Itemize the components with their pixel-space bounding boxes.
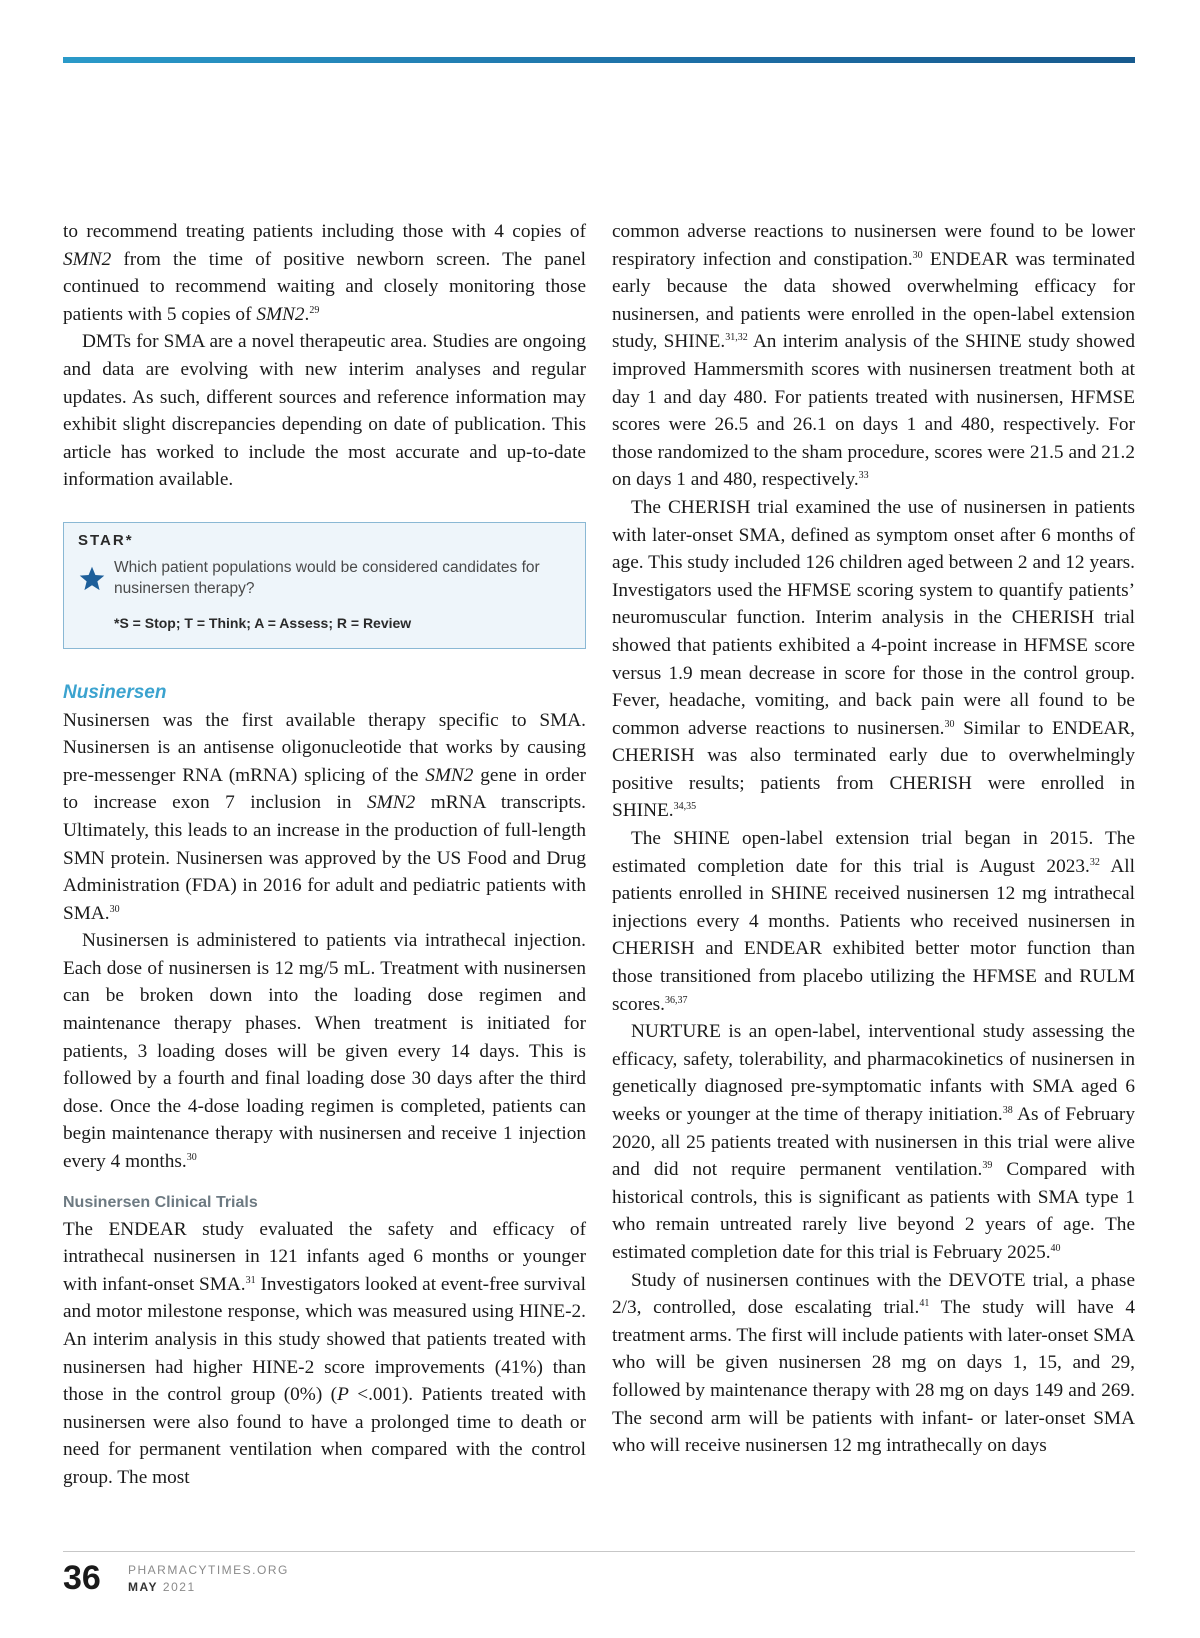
star-question: Which patient populations would be considered candidates for nusinersen therapy? [114, 558, 540, 597]
page-number: 36 [63, 1559, 101, 1597]
paragraph: Nusinersen is administered to patients via intrathecal injection. Each dose of nusinersen is 12 mg/5 mL. Treatment with nusinersen can be broken down into the loading dose regimen and maintenance therapy phases. When treatment is initiated for patients, 3 loading doses will be given every 14 days. This is followed by a fourth and final loading dose 30 days after the third dose. Once the 4-dose loading regimen is completed, patients can begin maintenance therapy with nusinersen and receive 1 injection every 4 months.$^{30}$ [63, 930, 586, 1173]
paragraph: Nusinersen was the first available therapy specific to SMA. Nusinersen is an antisense oligonucleotide that works by causing pre-messenger RNA (mRNA) splicing of the SMN2 gene in order to increase exon 7 inclusion in SMN2 mRNA transcripts. Ultimately, this leads to an increase in the production of full-length SMN protein. Nusinersen was approved by the US Food and Drug Administration (FDA) in 2016 for adult and pediatric patients with SMA.$^{30}$ [63, 709, 586, 924]
paragraph: The SHINE open-label extension trial began in 2015. The estimated completion date for this trial is August 2023.32 All patients enrolled in SHINE received nusinersen 12 mg intrathecal injections every 4 months. Patients who received nusinersen in CHERISH and ENDEAR exhibited better motor function than those transitioned from placebo utilizing the HFMSE and RULM scores.$^{36,37}$ [612, 828, 1135, 1015]
footer-site: PHARMACYTIMES.ORG [128, 1563, 289, 1577]
paragraph: NURTURE is an open-label, interventional study assessing the efficacy, safety, tolerability, and pharmacokinetics of nusinersen in genetically diagnosed pre-symptomatic infants with SMA aged 6 weeks or younger at the time of therapy initiation.$^{38}$ As of February 2020, all 25 patients treated with nusinersen in this trial were alive and did not require permanent ventilation.$^{39}$ Compared with historical controls, this is significant as patients with SMA type 1 who remain untreated rarely live beyond 2 years of age. The estimated completion date for this trial is February 2025.40 [612, 1021, 1135, 1263]
star-key: *S = Stop; T = Think; A = Assess; R = Review [114, 614, 412, 631]
star-callout-title: STAR* [78, 531, 134, 549]
paragraph: Study of nusinersen continues with the DEVOTE trial, a phase 2/3, controlled, dose escalating trial.$^{41}$ The study will have 4 treatment arms. The first will include patients with later-onset SMA who will be given nusinersen 28 mg on days 1, 15, and 29, followed by maintenance therapy with 28 mg on days 149 and 269. The second arm will be patients with infant- or later-onset SMA who will receive nusinersen 12 mg intrathecally on days [612, 1269, 1136, 1457]
section-heading-nusinersen: Nusinersen [63, 681, 167, 703]
left-column [63, 218, 586, 1492]
paragraph: The CHERISH trial examined the use of nusinersen in patients with later-onset SMA, defined as symptom onset after 6 months of age. This study included 126 children aged between 2 and 12 years. Investigators used the HFMSE scoring system to quantify patients’ neuromuscular function. Interim analysis in the CHERISH trial showed that patients exhibited a 4-point increase in HFMSE score versus 1.9 mean decrease in score for those in the control group. Fever, headache, vomiting, and back pain were all found to be common adverse reactions to nusinersen.$^{30}$ Similar to ENDEAR, CHERISH was also terminated early due to overwhelmingly positive results; patients from CHERISH were enrolled in SHINE.$^{34,35}$ [612, 496, 1135, 822]
paragraph: common adverse reactions to nusinersen were found to be lower respiratory infection and constipation.$^{30}$ ENDEAR was terminated early because the data showed overwhelming efficacy for nusinersen, and patients were enrolled in the open-label extension study, SHINE.$^{31,32}$ An interim analysis of the SHINE study showed improved Hammersmith scores with nusinersen treatment both at day 1 and day 480. For patients treated with nusinersen, HFMSE scores were 26.5 and 26.1 on days 1 and 480, respectively. For those randomized to the sham procedure, scores were 21.5 and 21.2 on days 1 and 480, respectively.$^{33}$ [612, 221, 1135, 491]
paragraph: DMTs for SMA are a novel therapeutic area. Studies are ongoing and data are evolving with new interim analyses and regular updates. As such, different sources and reference information may exhibit slight discrepancies depending on date of publication. This article has worked to include the most accurate and up-to-date information available. [63, 331, 586, 491]
paragraph: The ENDEAR study evaluated the safety and efficacy of intrathecal nusinersen in 121 infants aged 6 months or younger with infant-onset SMA.$^{31}$ Investigators looked at event-free survival and motor milestone response, which was measured using HINE-2. An interim analysis in this study showed that patients treated with nusinersen had higher HINE-2 score improvements (41%) than those in the control group (0%) (P <.001). Patients treated with nusinersen were also found to have a prolonged time to death or need for permanent ventilation when compared with the control group. The most [63, 1218, 586, 1488]
footer-issue-date: MAY 2021 [128, 1580, 196, 1594]
paragraph: to recommend treating patients including those with 4 copies of SMN2 from the time of positive newborn screen. The panel continued to recommend waiting and closely monitoring those patients with 5 copies of SMN2.29 [63, 221, 586, 325]
right-column [612, 218, 1135, 1460]
top-accent-bar [63, 57, 1135, 63]
footer-divider [63, 1551, 1135, 1552]
star-icon [78, 565, 106, 593]
star-callout-box [63, 522, 586, 649]
subsection-heading-clinical-trials: Nusinersen Clinical Trials [63, 1193, 258, 1211]
